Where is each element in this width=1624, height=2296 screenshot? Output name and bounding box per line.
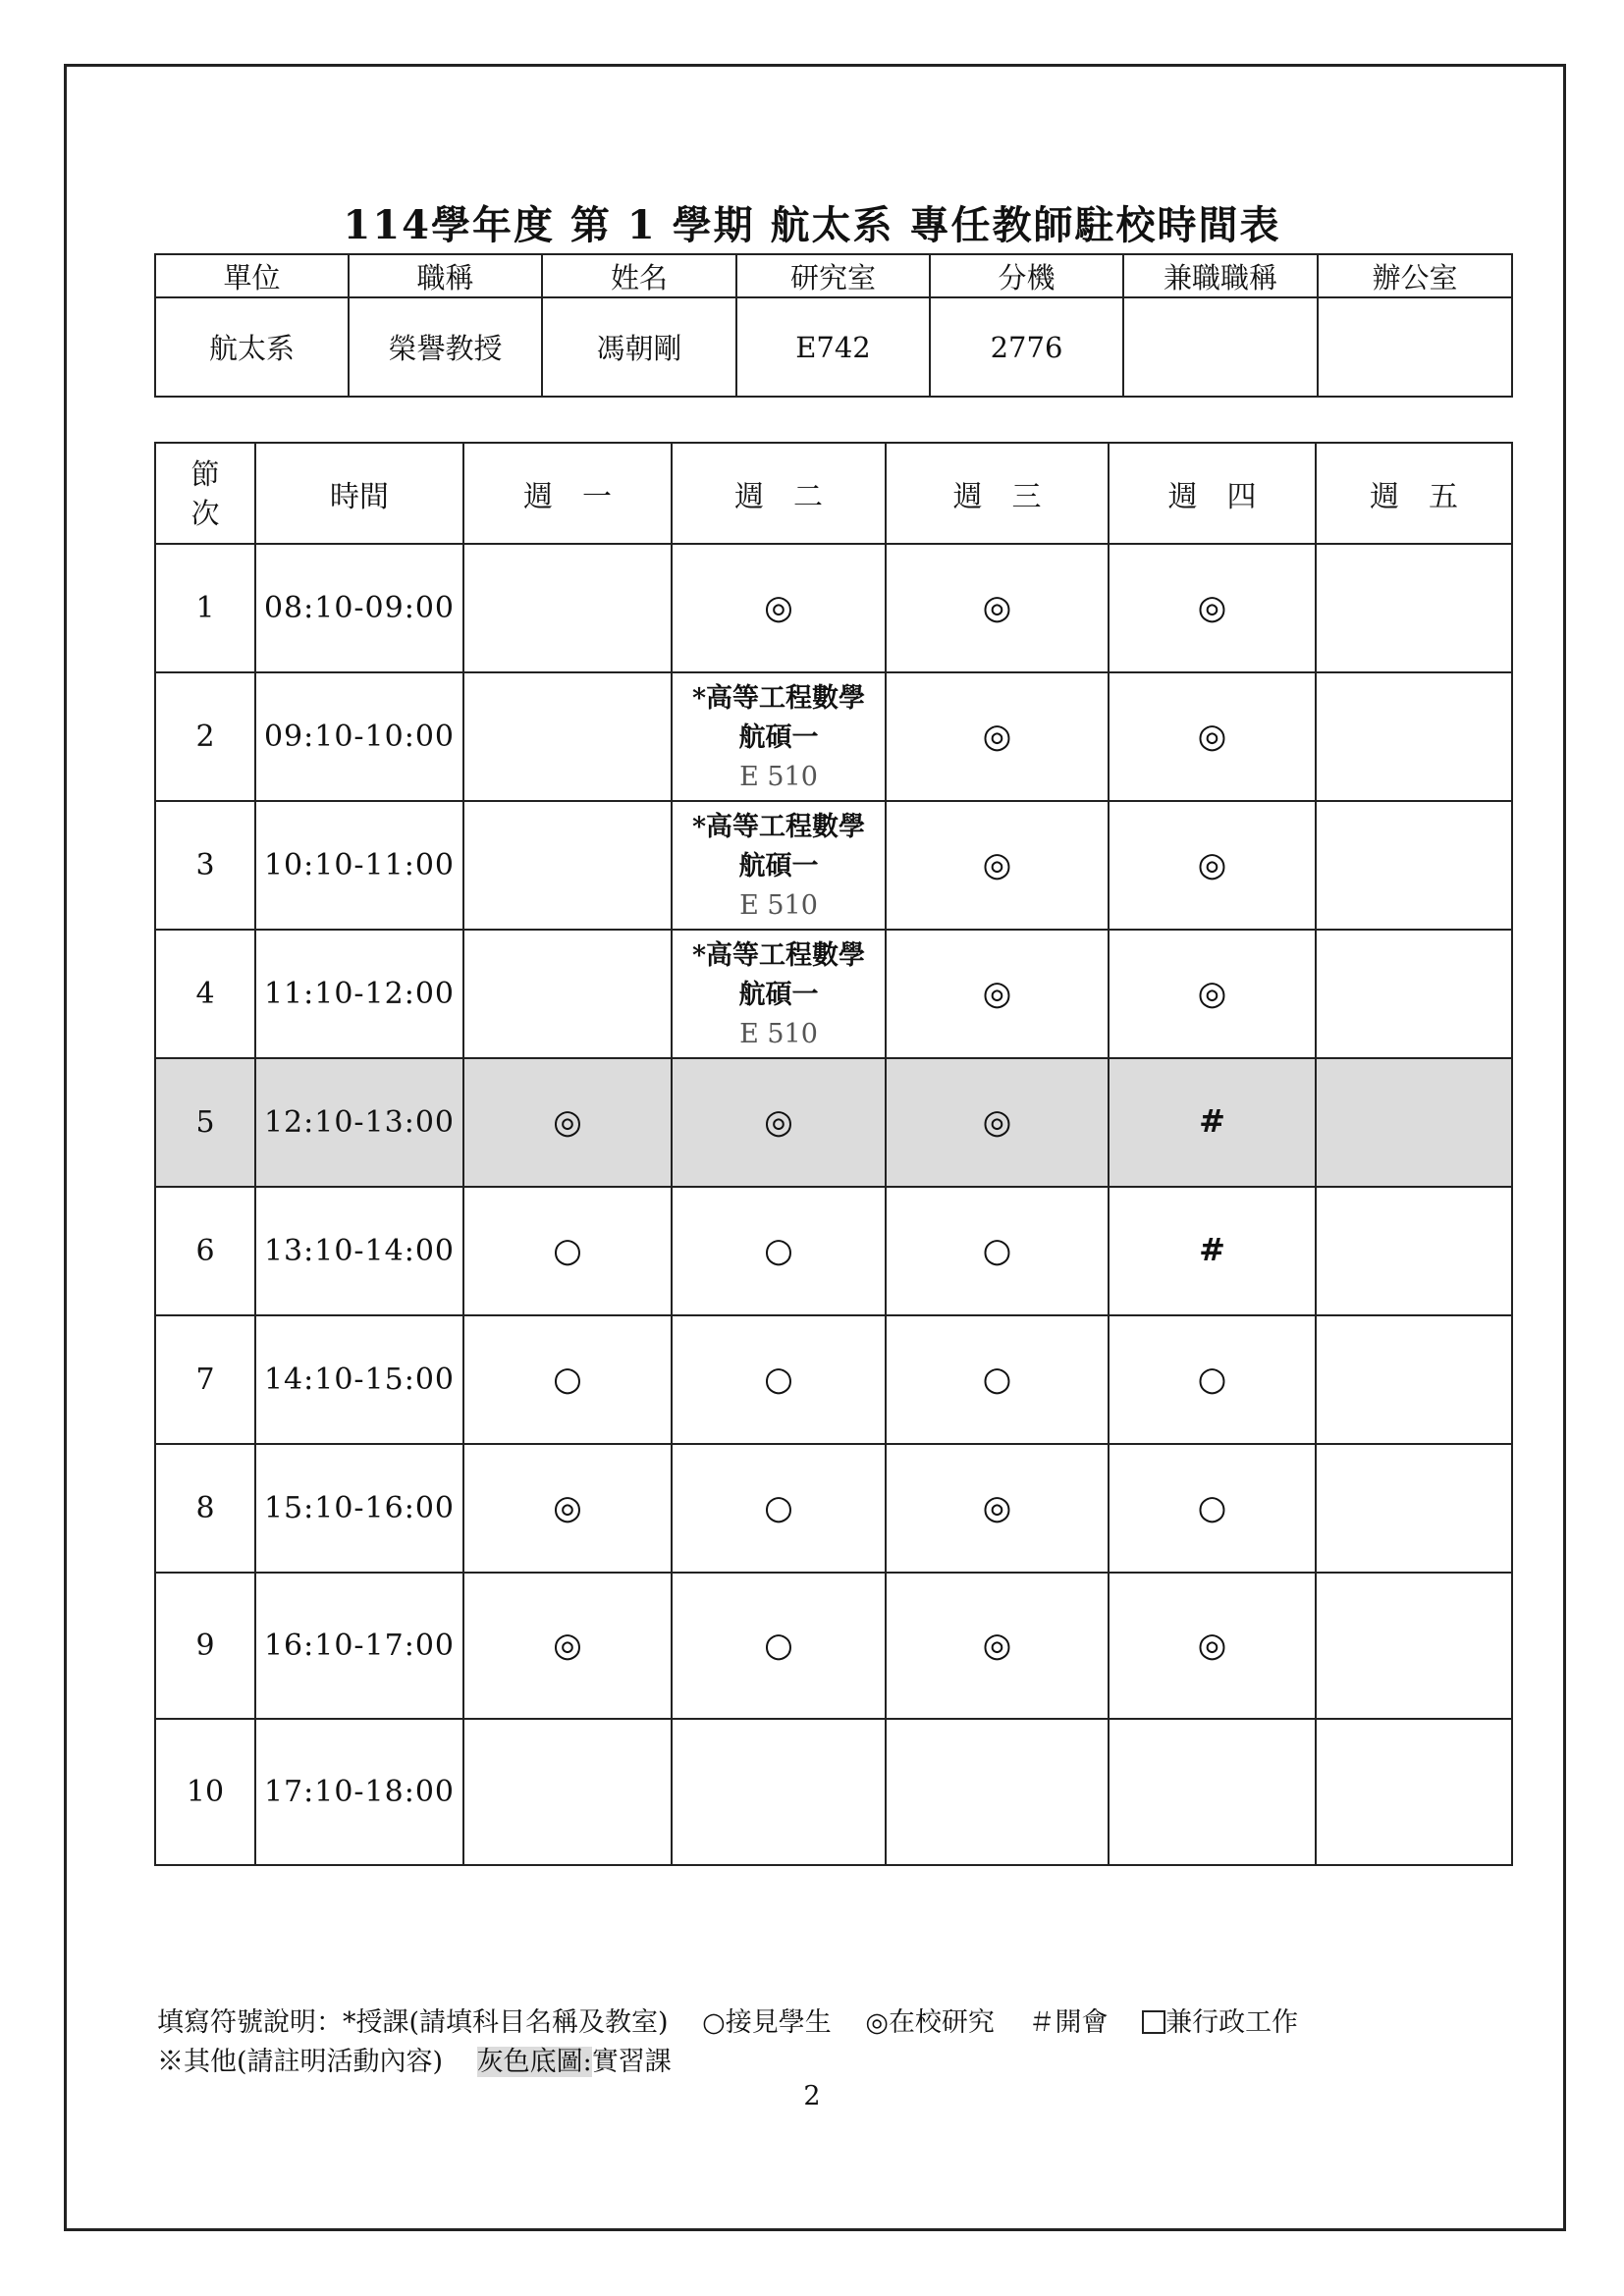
cell-mon [463, 1315, 672, 1444]
status-mark: ○ [764, 1625, 793, 1665]
legend-research: ◎在校研究 [865, 2007, 995, 2038]
cell-fri [1316, 1315, 1512, 1444]
status-mark: ◎ [1197, 716, 1227, 756]
info-value-name: 馮朝剛 [542, 297, 736, 397]
info-header-lab: 研究室 [736, 254, 930, 297]
symbol-legend [157, 2003, 1298, 2082]
legend-gray-label: 灰色底圖: [476, 2047, 592, 2077]
status-mark: ◎ [982, 716, 1012, 756]
course-room: E 510 [739, 889, 818, 921]
page-title: 114學年度 第 1 學期 航太系 專任教師駐校時間表 [343, 202, 1281, 248]
period-time: 09:10-10:00 [255, 672, 463, 801]
teacher-info-table [154, 253, 1513, 398]
course-entry [673, 677, 885, 797]
period-number: 4 [155, 930, 255, 1058]
status-mark: ○ [553, 1230, 582, 1270]
schedule-row [155, 1573, 1512, 1719]
cell-mon [463, 930, 672, 1058]
status-mark: ◎ [982, 1487, 1012, 1527]
info-header-office: 辦公室 [1318, 254, 1512, 297]
course-name: *高等工程數學 [691, 682, 866, 714]
status-mark: ○ [764, 1487, 793, 1527]
cell-wed [886, 672, 1109, 801]
cell-wed [886, 1058, 1109, 1187]
legend-line-2 [157, 2043, 1298, 2082]
period-number: 9 [155, 1573, 255, 1719]
legend-meet-students: ○接見學生 [702, 2007, 832, 2038]
course-name: *高等工程數學 [691, 939, 866, 971]
cell-fri [1316, 544, 1512, 672]
cell-tue [672, 1058, 886, 1187]
period-time: 16:10-17:00 [255, 1573, 463, 1719]
cell-fri [1316, 801, 1512, 930]
cell-wed [886, 1719, 1109, 1865]
period-time: 12:10-13:00 [255, 1058, 463, 1187]
cell-wed [886, 1444, 1109, 1573]
cell-fri [1316, 1187, 1512, 1315]
cell-thu [1109, 1573, 1316, 1719]
cell-fri [1316, 930, 1512, 1058]
info-header-concurrent-title: 兼職職稱 [1123, 254, 1318, 297]
status-mark: ◎ [1197, 587, 1227, 627]
cell-thu [1109, 801, 1316, 930]
cell-mon [463, 1187, 672, 1315]
period-number: 2 [155, 672, 255, 801]
day-header-fri: 週 五 [1316, 443, 1512, 544]
cell-fri [1316, 1719, 1512, 1865]
status-mark: ◎ [764, 587, 793, 627]
course-class: 航碩一 [738, 850, 819, 881]
period-number: 8 [155, 1444, 255, 1573]
status-mark: ◎ [764, 1101, 793, 1142]
period-time: 08:10-09:00 [255, 544, 463, 672]
cell-wed [886, 1187, 1109, 1315]
cell-tue [672, 1315, 886, 1444]
schedule-row [155, 1444, 1512, 1573]
period-time: 13:10-14:00 [255, 1187, 463, 1315]
status-mark: ◎ [982, 844, 1012, 884]
period-time: 15:10-16:00 [255, 1444, 463, 1573]
cell-thu [1109, 1315, 1316, 1444]
status-mark: ○ [1197, 1487, 1227, 1527]
period-number: 6 [155, 1187, 255, 1315]
time-header: 時間 [255, 443, 463, 544]
schedule-row [155, 672, 1512, 801]
period-header-bottom: 次 [190, 496, 220, 530]
info-value-lab: E742 [736, 297, 930, 397]
cell-thu [1109, 1719, 1316, 1865]
cell-tue [672, 1719, 886, 1865]
period-header-top: 節 [190, 456, 220, 491]
cell-fri [1316, 1058, 1512, 1187]
period-time: 14:10-15:00 [255, 1315, 463, 1444]
cell-thu [1109, 1058, 1316, 1187]
status-mark: ◎ [982, 587, 1012, 627]
info-header-extension: 分機 [930, 254, 1123, 297]
info-value-unit: 航太系 [155, 297, 349, 397]
cell-tue [672, 801, 886, 930]
day-header-tue: 週 二 [672, 443, 886, 544]
info-value-extension: 2776 [930, 297, 1123, 397]
period-time: 11:10-12:00 [255, 930, 463, 1058]
status-mark: ◎ [553, 1487, 582, 1527]
schedule-row [155, 1719, 1512, 1865]
course-class: 航碩一 [738, 721, 819, 753]
status-mark: # [1199, 1102, 1225, 1140]
cell-mon [463, 1719, 672, 1865]
course-entry [673, 934, 885, 1054]
course-name: *高等工程數學 [691, 811, 866, 842]
schedule-row-practicum [155, 1058, 1512, 1187]
course-room: E 510 [739, 761, 818, 792]
legend-line-1 [157, 2003, 1298, 2043]
legend-teaching: 填寫符號說明：*授課(請填科目名稱及教室) [157, 2007, 669, 2038]
status-mark: ◎ [553, 1101, 582, 1142]
status-mark: ○ [982, 1359, 1012, 1399]
schedule-header-row [155, 443, 1512, 544]
status-mark: ◎ [982, 1101, 1012, 1142]
day-header-mon: 週 一 [463, 443, 672, 544]
course-class: 航碩一 [738, 979, 819, 1010]
status-mark: # [1199, 1231, 1225, 1268]
cell-mon [463, 544, 672, 672]
course-room: E 510 [739, 1018, 818, 1049]
period-number: 5 [155, 1058, 255, 1187]
period-header [155, 443, 255, 544]
schedule-row [155, 1187, 1512, 1315]
cell-tue [672, 1187, 886, 1315]
day-header-thu: 週 四 [1109, 443, 1316, 544]
cell-mon [463, 1444, 672, 1573]
cell-wed [886, 801, 1109, 930]
cell-tue [672, 1573, 886, 1719]
legend-admin: 兼行政工作 [1165, 2007, 1299, 2038]
period-number: 7 [155, 1315, 255, 1444]
cell-thu [1109, 1444, 1316, 1573]
status-mark: ◎ [982, 973, 1012, 1013]
cell-wed [886, 1315, 1109, 1444]
cell-fri [1316, 1573, 1512, 1719]
legend-gray-meaning: 實習課 [591, 2047, 672, 2077]
status-mark: ○ [982, 1230, 1012, 1270]
info-header-name: 姓名 [542, 254, 736, 297]
period-time: 17:10-18:00 [255, 1719, 463, 1865]
cell-thu [1109, 1187, 1316, 1315]
status-mark: ○ [1197, 1359, 1227, 1399]
legend-meeting: ＃開會 [1028, 2007, 1109, 2038]
cell-fri [1316, 1444, 1512, 1573]
cell-tue [672, 672, 886, 801]
status-mark: ◎ [982, 1625, 1012, 1665]
info-header-rank: 職稱 [349, 254, 542, 297]
legend-other: ※其他(請註明活動內容) [157, 2047, 444, 2077]
period-number: 10 [155, 1719, 255, 1865]
cell-tue [672, 544, 886, 672]
cell-wed [886, 930, 1109, 1058]
status-mark: ◎ [553, 1625, 582, 1665]
schedule-row [155, 544, 1512, 672]
period-number: 1 [155, 544, 255, 672]
status-mark: ○ [553, 1359, 582, 1399]
schedule-row [155, 930, 1512, 1058]
page-number: 2 [803, 2081, 821, 2111]
period-time: 10:10-11:00 [255, 801, 463, 930]
info-value-rank: 榮譽教授 [349, 297, 542, 397]
cell-thu [1109, 930, 1316, 1058]
checkbox-square-icon [1142, 2010, 1165, 2034]
status-mark: ◎ [1197, 1625, 1227, 1665]
cell-wed [886, 1573, 1109, 1719]
info-value-office [1318, 297, 1512, 397]
cell-wed [886, 544, 1109, 672]
cell-tue [672, 1444, 886, 1573]
cell-thu [1109, 544, 1316, 672]
status-mark: ◎ [1197, 844, 1227, 884]
info-header-unit: 單位 [155, 254, 349, 297]
status-mark: ◎ [1197, 973, 1227, 1013]
cell-mon [463, 1058, 672, 1187]
schedule-table [154, 442, 1513, 1866]
cell-thu [1109, 672, 1316, 801]
cell-mon [463, 672, 672, 801]
course-entry [673, 806, 885, 926]
cell-fri [1316, 672, 1512, 801]
status-mark: ○ [764, 1230, 793, 1270]
day-header-wed: 週 三 [886, 443, 1109, 544]
info-value-concurrent-title [1123, 297, 1318, 397]
schedule-row [155, 801, 1512, 930]
period-number: 3 [155, 801, 255, 930]
cell-tue [672, 930, 886, 1058]
cell-mon [463, 801, 672, 930]
schedule-row [155, 1315, 1512, 1444]
status-mark: ○ [764, 1359, 793, 1399]
cell-mon [463, 1573, 672, 1719]
